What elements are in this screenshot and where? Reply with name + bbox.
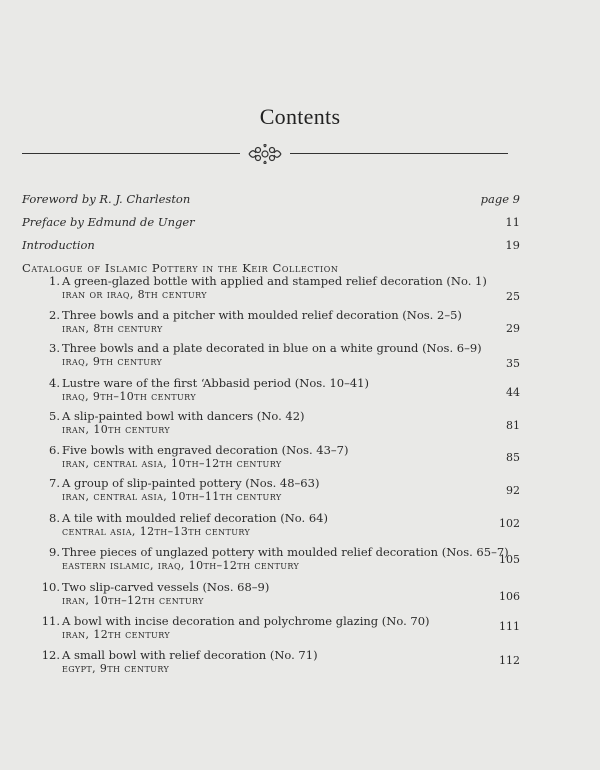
entry-number: 10.	[41, 580, 60, 594]
entry-provenance: iran, central asia, 10th–11th century	[62, 490, 282, 503]
entry-description: Three bowls and a pitcher with moulded relief decoration (Nos. 2–5)	[62, 308, 462, 322]
front-matter-page: 11	[505, 215, 520, 229]
entry-description: Two slip-carved vessels (Nos. 68–9)	[62, 580, 270, 594]
entry-description: A bowl with incise decoration and polychrome glazing (No. 70)	[62, 614, 430, 628]
entry-number: 9.	[49, 545, 60, 559]
entry-number: 6.	[49, 443, 60, 457]
entry-provenance: iran, 10th century	[62, 423, 171, 436]
entry-provenance: central asia, 12th–13th century	[62, 525, 251, 538]
entry-page: 105	[499, 553, 520, 566]
entry-description: A group of slip-painted pottery (Nos. 48–63)	[62, 476, 320, 490]
entry-description: Five bowls with engraved decoration (Nos. 43–7)	[62, 443, 349, 457]
entry-number: 12.	[41, 648, 60, 662]
entry-number: 7.	[49, 476, 60, 490]
entry-page: 102	[499, 517, 520, 530]
entry-page: 112	[499, 654, 520, 667]
entry-page: 44	[506, 386, 520, 399]
entry-provenance: eastern islamic, iraq, 10th–12th century	[62, 559, 300, 572]
page-title: Contents	[259, 104, 341, 129]
entry-provenance: iraq, 9th century	[62, 355, 163, 368]
entry-page: 29	[506, 322, 520, 335]
entry-number: 2.	[49, 308, 60, 322]
entry-number: 4.	[49, 376, 60, 390]
entry-page: 92	[506, 484, 520, 497]
entry-provenance: iran, 8th century	[62, 322, 163, 335]
entry-description: A small bowl with relief decoration (No. 71)	[62, 648, 318, 662]
entry-page: 25	[506, 290, 520, 303]
entry-provenance: egypt, 9th century	[62, 662, 170, 675]
entry-number: 5.	[49, 409, 60, 423]
front-matter-label: Foreword by R. J. Charleston	[22, 192, 191, 206]
entry-number: 8.	[49, 511, 60, 525]
entry-page: 81	[506, 419, 520, 432]
rule-line-right	[290, 153, 508, 154]
entry-description: Lustre ware of the first ‘Abbasid period (Nos. 10–41)	[62, 376, 369, 390]
entry-page: 111	[499, 620, 520, 633]
section-heading: Catalogue of Islamic Pottery in the Keir Collection	[22, 261, 339, 275]
entry-provenance: iran, 10th–12th century	[62, 594, 204, 607]
front-matter-label: Preface by Edmund de Unger	[22, 215, 195, 229]
entry-provenance: iran or iraq, 8th century	[62, 288, 207, 301]
entry-provenance: iran, 12th century	[62, 628, 171, 641]
fleuron-ornament-icon	[245, 144, 285, 164]
entry-provenance: iraq, 9th–10th century	[62, 390, 197, 403]
front-matter-label: Introduction	[22, 238, 95, 252]
entry-description: Three pieces of unglazed pottery with moulded relief decoration (Nos. 65–7)	[62, 545, 509, 559]
entry-description: A slip-painted bowl with dancers (No. 42)	[62, 409, 305, 423]
entry-provenance: iran, central asia, 10th–12th century	[62, 457, 282, 470]
entry-number: 11.	[41, 614, 60, 628]
front-matter-page: 19	[505, 238, 520, 252]
front-matter-page: page 9	[480, 192, 520, 206]
entry-page: 106	[499, 590, 520, 603]
entry-number: 3.	[49, 341, 60, 355]
entry-description: A tile with moulded relief decoration (No. 64)	[62, 511, 328, 525]
entry-page: 35	[506, 357, 520, 370]
entry-description: Three bowls and a plate decorated in blue on a white ground (Nos. 6–9)	[62, 341, 482, 355]
entry-page: 85	[506, 451, 520, 464]
rule-line-left	[22, 153, 240, 154]
entry-number: 1.	[49, 274, 60, 288]
ornamental-rule	[22, 144, 508, 164]
entry-description: A green-glazed bottle with applied and stamped relief decoration (No. 1)	[62, 274, 487, 288]
